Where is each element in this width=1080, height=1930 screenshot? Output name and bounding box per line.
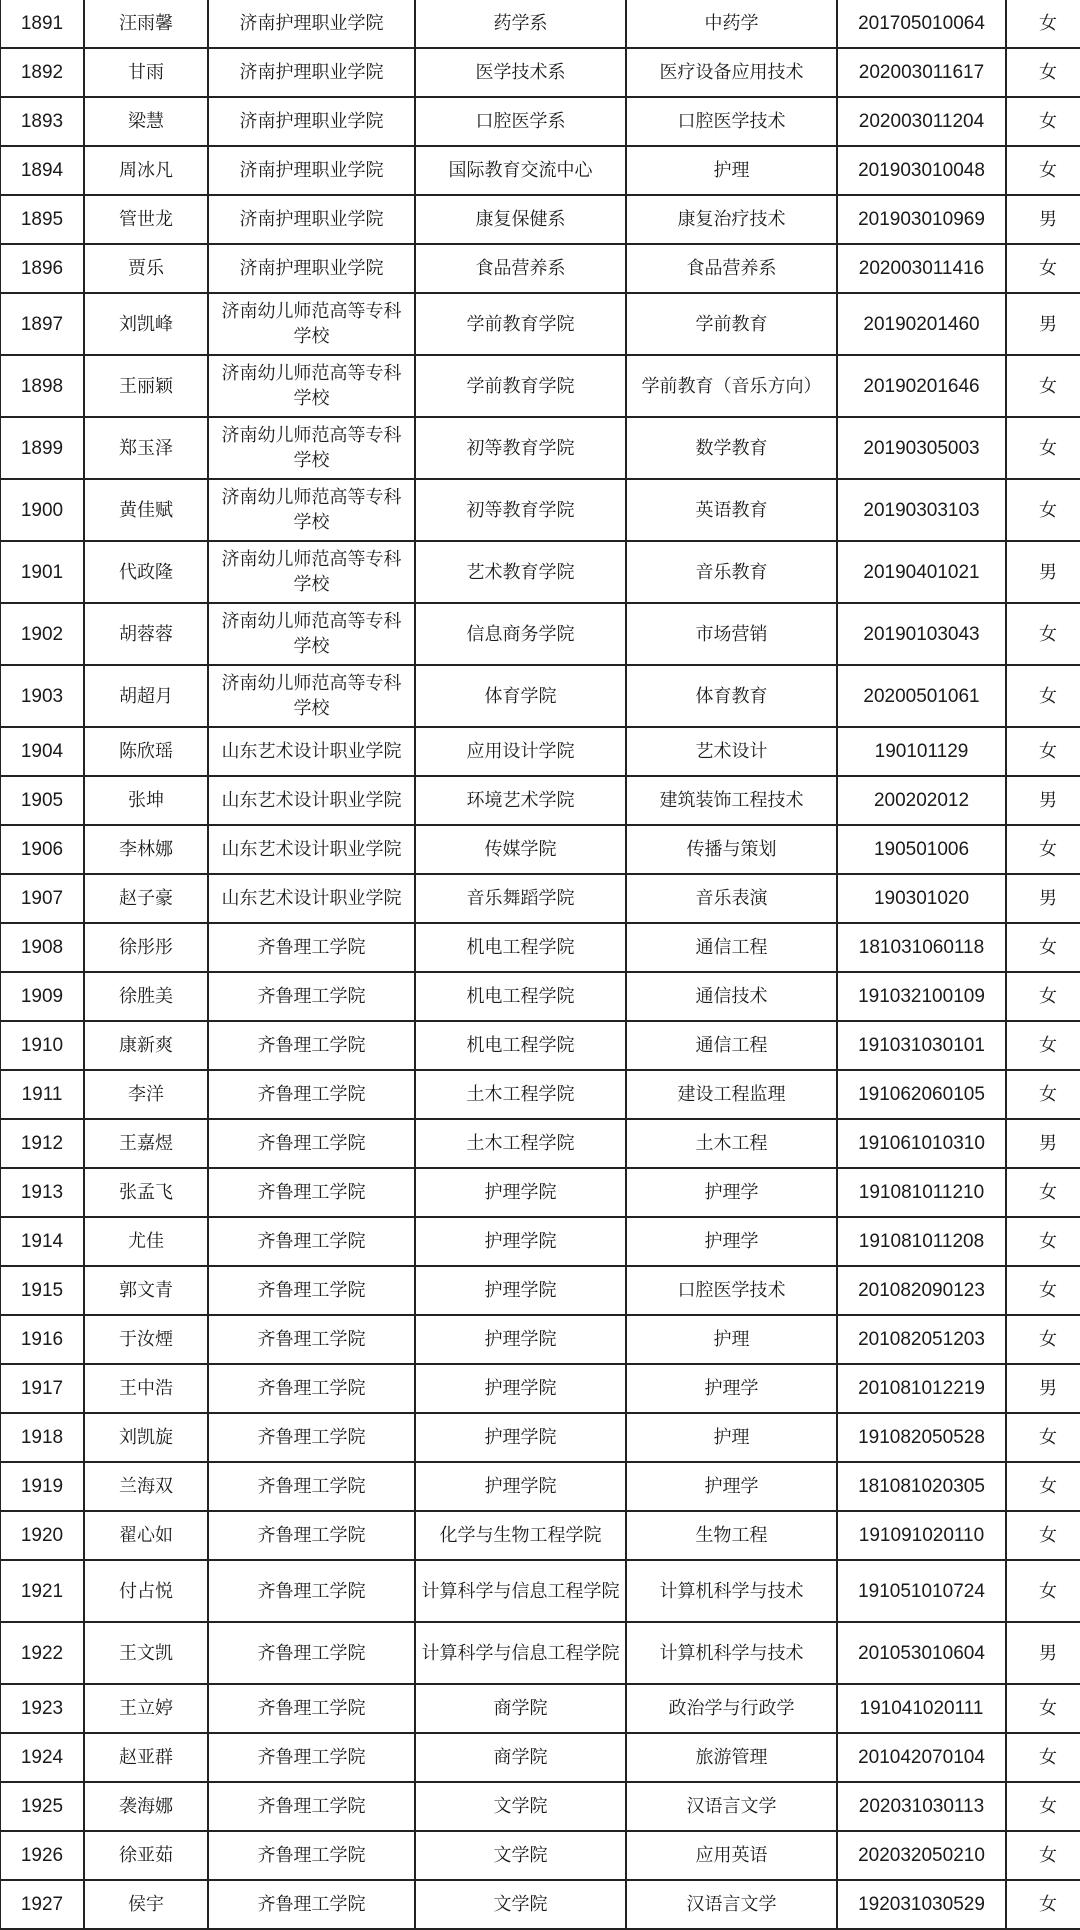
cell-student-id: 191061010310 — [837, 1119, 1006, 1168]
cell-student-name: 郭文青 — [84, 1266, 208, 1315]
cell-school: 济南护理职业学院 — [208, 97, 415, 146]
cell-student-id: 201053010604 — [837, 1622, 1006, 1684]
cell-major: 艺术设计 — [626, 727, 837, 776]
cell-student-id: 20200501061 — [837, 665, 1006, 727]
cell-student-id: 191062060105 — [837, 1070, 1006, 1119]
cell-school: 济南幼儿师范高等专科学校 — [208, 541, 415, 603]
cell-major: 传播与策划 — [626, 825, 837, 874]
cell-gender: 女 — [1006, 1315, 1080, 1364]
cell-department: 护理学院 — [415, 1315, 626, 1364]
table-row — [0, 1266, 1080, 1315]
cell-school: 齐鲁理工学院 — [208, 923, 415, 972]
cell-serial-number: 1913 — [0, 1168, 84, 1217]
cell-student-id: 191082050528 — [837, 1413, 1006, 1462]
cell-major: 护理学 — [626, 1168, 837, 1217]
cell-school: 济南幼儿师范高等专科学校 — [208, 665, 415, 727]
cell-student-name: 贾乐 — [84, 244, 208, 293]
cell-gender: 男 — [1006, 776, 1080, 825]
cell-student-name: 李洋 — [84, 1070, 208, 1119]
cell-student-id: 191091020110 — [837, 1511, 1006, 1560]
cell-department: 食品营养系 — [415, 244, 626, 293]
cell-serial-number: 1912 — [0, 1119, 84, 1168]
cell-department: 文学院 — [415, 1880, 626, 1929]
cell-student-id: 201082051203 — [837, 1315, 1006, 1364]
cell-department: 商学院 — [415, 1684, 626, 1733]
cell-gender: 女 — [1006, 923, 1080, 972]
cell-gender: 女 — [1006, 146, 1080, 195]
cell-major: 汉语言文学 — [626, 1880, 837, 1929]
cell-gender: 女 — [1006, 1021, 1080, 1070]
cell-gender: 女 — [1006, 244, 1080, 293]
cell-school: 齐鲁理工学院 — [208, 1782, 415, 1831]
cell-major: 计算机科学与技术 — [626, 1560, 837, 1622]
cell-school: 山东艺术设计职业学院 — [208, 776, 415, 825]
cell-gender: 女 — [1006, 1560, 1080, 1622]
cell-student-name: 陈欣瑶 — [84, 727, 208, 776]
cell-student-id: 202003011204 — [837, 97, 1006, 146]
cell-student-id: 191041020111 — [837, 1684, 1006, 1733]
cell-school: 齐鲁理工学院 — [208, 1217, 415, 1266]
cell-student-name: 胡超月 — [84, 665, 208, 727]
cell-serial-number: 1922 — [0, 1622, 84, 1684]
cell-department: 应用设计学院 — [415, 727, 626, 776]
cell-school: 济南幼儿师范高等专科学校 — [208, 355, 415, 417]
cell-serial-number: 1893 — [0, 97, 84, 146]
cell-department: 文学院 — [415, 1782, 626, 1831]
cell-department: 体育学院 — [415, 665, 626, 727]
table-row — [0, 48, 1080, 97]
table-row — [0, 0, 1080, 48]
table-row — [0, 665, 1080, 727]
cell-serial-number: 1892 — [0, 48, 84, 97]
cell-school: 齐鲁理工学院 — [208, 1364, 415, 1413]
table-row — [0, 825, 1080, 874]
cell-gender: 女 — [1006, 665, 1080, 727]
cell-school: 齐鲁理工学院 — [208, 1021, 415, 1070]
cell-major: 土木工程 — [626, 1119, 837, 1168]
cell-department: 药学系 — [415, 0, 626, 48]
cell-student-name: 周冰凡 — [84, 146, 208, 195]
cell-serial-number: 1894 — [0, 146, 84, 195]
cell-serial-number: 1917 — [0, 1364, 84, 1413]
table-row — [0, 97, 1080, 146]
cell-student-id: 201082090123 — [837, 1266, 1006, 1315]
cell-gender: 女 — [1006, 355, 1080, 417]
cell-major: 计算机科学与技术 — [626, 1622, 837, 1684]
table-row — [0, 195, 1080, 244]
cell-student-id: 192031030529 — [837, 1880, 1006, 1929]
cell-student-name: 兰海双 — [84, 1462, 208, 1511]
table-row — [0, 603, 1080, 665]
table-row — [0, 1315, 1080, 1364]
cell-major: 音乐教育 — [626, 541, 837, 603]
cell-school: 济南护理职业学院 — [208, 0, 415, 48]
cell-gender: 女 — [1006, 1880, 1080, 1929]
cell-department: 环境艺术学院 — [415, 776, 626, 825]
cell-school: 山东艺术设计职业学院 — [208, 874, 415, 923]
cell-department: 护理学院 — [415, 1266, 626, 1315]
cell-serial-number: 1923 — [0, 1684, 84, 1733]
cell-major: 口腔医学技术 — [626, 1266, 837, 1315]
cell-serial-number: 1909 — [0, 972, 84, 1021]
cell-gender: 女 — [1006, 1782, 1080, 1831]
cell-school: 济南幼儿师范高等专科学校 — [208, 293, 415, 355]
table-row — [0, 1511, 1080, 1560]
cell-student-id: 190301020 — [837, 874, 1006, 923]
cell-serial-number: 1915 — [0, 1266, 84, 1315]
cell-student-name: 汪雨馨 — [84, 0, 208, 48]
cell-major: 旅游管理 — [626, 1733, 837, 1782]
cell-gender: 女 — [1006, 603, 1080, 665]
cell-gender: 男 — [1006, 541, 1080, 603]
cell-major: 护理学 — [626, 1462, 837, 1511]
cell-major: 市场营销 — [626, 603, 837, 665]
cell-student-id: 202031030113 — [837, 1782, 1006, 1831]
cell-student-name: 徐亚茹 — [84, 1831, 208, 1880]
cell-department: 机电工程学院 — [415, 972, 626, 1021]
cell-department: 土木工程学院 — [415, 1119, 626, 1168]
cell-serial-number: 1910 — [0, 1021, 84, 1070]
cell-gender: 男 — [1006, 1119, 1080, 1168]
cell-school: 济南幼儿师范高等专科学校 — [208, 479, 415, 541]
cell-major: 护理 — [626, 1413, 837, 1462]
cell-serial-number: 1907 — [0, 874, 84, 923]
cell-department: 护理学院 — [415, 1217, 626, 1266]
cell-student-name: 李林娜 — [84, 825, 208, 874]
cell-gender: 女 — [1006, 417, 1080, 479]
cell-major: 中药学 — [626, 0, 837, 48]
cell-school: 齐鲁理工学院 — [208, 1511, 415, 1560]
cell-serial-number: 1924 — [0, 1733, 84, 1782]
table-row — [0, 1021, 1080, 1070]
cell-student-name: 康新爽 — [84, 1021, 208, 1070]
cell-serial-number: 1906 — [0, 825, 84, 874]
cell-school: 齐鲁理工学院 — [208, 1462, 415, 1511]
table-row — [0, 146, 1080, 195]
table-row — [0, 972, 1080, 1021]
cell-major: 学前教育 — [626, 293, 837, 355]
table-row — [0, 1684, 1080, 1733]
cell-serial-number: 1897 — [0, 293, 84, 355]
table-row — [0, 293, 1080, 355]
cell-student-name: 徐胜美 — [84, 972, 208, 1021]
cell-student-id: 191081011208 — [837, 1217, 1006, 1266]
cell-student-id: 20190303103 — [837, 479, 1006, 541]
cell-department: 护理学院 — [415, 1413, 626, 1462]
cell-gender: 女 — [1006, 1266, 1080, 1315]
cell-student-name: 张孟飞 — [84, 1168, 208, 1217]
cell-serial-number: 1899 — [0, 417, 84, 479]
cell-student-id: 201903010969 — [837, 195, 1006, 244]
table-row — [0, 1413, 1080, 1462]
cell-department: 化学与生物工程学院 — [415, 1511, 626, 1560]
cell-student-name: 刘凯旋 — [84, 1413, 208, 1462]
cell-student-name: 王中浩 — [84, 1364, 208, 1413]
cell-student-name: 徐彤彤 — [84, 923, 208, 972]
cell-school: 齐鲁理工学院 — [208, 1413, 415, 1462]
cell-school: 济南护理职业学院 — [208, 146, 415, 195]
cell-student-id: 20190103043 — [837, 603, 1006, 665]
cell-school: 齐鲁理工学院 — [208, 1119, 415, 1168]
cell-gender: 男 — [1006, 1622, 1080, 1684]
cell-gender: 女 — [1006, 727, 1080, 776]
table-row — [0, 1119, 1080, 1168]
cell-serial-number: 1898 — [0, 355, 84, 417]
table-row — [0, 1168, 1080, 1217]
cell-serial-number: 1919 — [0, 1462, 84, 1511]
cell-major: 食品营养系 — [626, 244, 837, 293]
cell-school: 齐鲁理工学院 — [208, 1684, 415, 1733]
cell-student-name: 赵子豪 — [84, 874, 208, 923]
cell-major: 英语教育 — [626, 479, 837, 541]
table-row — [0, 1070, 1080, 1119]
cell-department: 护理学院 — [415, 1462, 626, 1511]
cell-school: 山东艺术设计职业学院 — [208, 825, 415, 874]
cell-department: 康复保健系 — [415, 195, 626, 244]
cell-serial-number: 1911 — [0, 1070, 84, 1119]
cell-major: 护理 — [626, 146, 837, 195]
cell-major: 数学教育 — [626, 417, 837, 479]
cell-gender: 男 — [1006, 293, 1080, 355]
cell-gender: 女 — [1006, 0, 1080, 48]
cell-major: 体育教育 — [626, 665, 837, 727]
cell-serial-number: 1900 — [0, 479, 84, 541]
cell-serial-number: 1920 — [0, 1511, 84, 1560]
cell-school: 济南护理职业学院 — [208, 48, 415, 97]
cell-student-name: 王丽颖 — [84, 355, 208, 417]
cell-gender: 女 — [1006, 1168, 1080, 1217]
cell-student-id: 20190201460 — [837, 293, 1006, 355]
cell-major: 医疗设备应用技术 — [626, 48, 837, 97]
cell-student-name: 黄佳赋 — [84, 479, 208, 541]
table-row — [0, 776, 1080, 825]
cell-major: 护理 — [626, 1315, 837, 1364]
cell-school: 齐鲁理工学院 — [208, 1880, 415, 1929]
cell-school: 济南护理职业学院 — [208, 244, 415, 293]
cell-school: 齐鲁理工学院 — [208, 1266, 415, 1315]
cell-serial-number: 1896 — [0, 244, 84, 293]
cell-serial-number: 1902 — [0, 603, 84, 665]
cell-department: 机电工程学院 — [415, 1021, 626, 1070]
cell-major: 建筑装饰工程技术 — [626, 776, 837, 825]
cell-major: 学前教育（音乐方向） — [626, 355, 837, 417]
cell-student-id: 202003011617 — [837, 48, 1006, 97]
cell-gender: 女 — [1006, 825, 1080, 874]
table-row — [0, 479, 1080, 541]
cell-school: 山东艺术设计职业学院 — [208, 727, 415, 776]
cell-major: 通信技术 — [626, 972, 837, 1021]
cell-gender: 男 — [1006, 1364, 1080, 1413]
cell-student-id: 181081020305 — [837, 1462, 1006, 1511]
cell-student-name: 王嘉煜 — [84, 1119, 208, 1168]
cell-major: 生物工程 — [626, 1511, 837, 1560]
cell-school: 齐鲁理工学院 — [208, 1560, 415, 1622]
cell-student-id: 200202012 — [837, 776, 1006, 825]
table-row — [0, 1880, 1080, 1929]
cell-department: 计算科学与信息工程学院 — [415, 1622, 626, 1684]
cell-gender: 女 — [1006, 1831, 1080, 1880]
cell-gender: 男 — [1006, 874, 1080, 923]
cell-major: 应用英语 — [626, 1831, 837, 1880]
cell-student-id: 190101129 — [837, 727, 1006, 776]
cell-student-name: 翟心如 — [84, 1511, 208, 1560]
cell-gender: 女 — [1006, 1217, 1080, 1266]
cell-major: 政治学与行政学 — [626, 1684, 837, 1733]
cell-student-id: 181031060118 — [837, 923, 1006, 972]
table-row — [0, 1560, 1080, 1622]
table-row — [0, 1217, 1080, 1266]
cell-school: 济南幼儿师范高等专科学校 — [208, 603, 415, 665]
table-row — [0, 923, 1080, 972]
cell-student-id: 202032050210 — [837, 1831, 1006, 1880]
cell-school: 济南护理职业学院 — [208, 195, 415, 244]
cell-student-name: 袭海娜 — [84, 1782, 208, 1831]
cell-serial-number: 1925 — [0, 1782, 84, 1831]
cell-school: 齐鲁理工学院 — [208, 1831, 415, 1880]
cell-student-name: 张坤 — [84, 776, 208, 825]
cell-student-name: 侯宇 — [84, 1880, 208, 1929]
cell-gender: 女 — [1006, 1462, 1080, 1511]
table-row — [0, 541, 1080, 603]
cell-student-id: 20190401021 — [837, 541, 1006, 603]
table-row — [0, 244, 1080, 293]
cell-department: 计算科学与信息工程学院 — [415, 1560, 626, 1622]
cell-student-id: 20190305003 — [837, 417, 1006, 479]
cell-school: 齐鲁理工学院 — [208, 1622, 415, 1684]
cell-school: 齐鲁理工学院 — [208, 1168, 415, 1217]
cell-student-id: 20190201646 — [837, 355, 1006, 417]
cell-major: 通信工程 — [626, 923, 837, 972]
cell-major: 汉语言文学 — [626, 1782, 837, 1831]
cell-student-name: 尤佳 — [84, 1217, 208, 1266]
cell-student-id: 191031030101 — [837, 1021, 1006, 1070]
cell-school: 齐鲁理工学院 — [208, 972, 415, 1021]
cell-student-id: 201042070104 — [837, 1733, 1006, 1782]
table-row — [0, 1364, 1080, 1413]
cell-department: 初等教育学院 — [415, 479, 626, 541]
cell-student-id: 191051010724 — [837, 1560, 1006, 1622]
cell-serial-number: 1916 — [0, 1315, 84, 1364]
cell-student-id: 201081012219 — [837, 1364, 1006, 1413]
cell-serial-number: 1891 — [0, 0, 84, 48]
cell-serial-number: 1914 — [0, 1217, 84, 1266]
cell-student-name: 甘雨 — [84, 48, 208, 97]
cell-department: 口腔医学系 — [415, 97, 626, 146]
table-row — [0, 1733, 1080, 1782]
cell-major: 康复治疗技术 — [626, 195, 837, 244]
cell-student-name: 王文凯 — [84, 1622, 208, 1684]
cell-school: 齐鲁理工学院 — [208, 1070, 415, 1119]
table-row — [0, 874, 1080, 923]
cell-department: 医学技术系 — [415, 48, 626, 97]
cell-department: 护理学院 — [415, 1364, 626, 1413]
cell-student-name: 王立婷 — [84, 1684, 208, 1733]
cell-serial-number: 1901 — [0, 541, 84, 603]
cell-student-name: 赵亚群 — [84, 1733, 208, 1782]
cell-department: 土木工程学院 — [415, 1070, 626, 1119]
cell-school: 济南幼儿师范高等专科学校 — [208, 417, 415, 479]
cell-department: 初等教育学院 — [415, 417, 626, 479]
cell-gender: 女 — [1006, 479, 1080, 541]
cell-major: 护理学 — [626, 1364, 837, 1413]
cell-student-name: 管世龙 — [84, 195, 208, 244]
cell-gender: 女 — [1006, 972, 1080, 1021]
cell-gender: 女 — [1006, 1733, 1080, 1782]
table-row — [0, 727, 1080, 776]
cell-serial-number: 1905 — [0, 776, 84, 825]
cell-major: 口腔医学技术 — [626, 97, 837, 146]
cell-department: 机电工程学院 — [415, 923, 626, 972]
cell-student-name: 付占悦 — [84, 1560, 208, 1622]
cell-gender: 女 — [1006, 1070, 1080, 1119]
cell-serial-number: 1918 — [0, 1413, 84, 1462]
cell-department: 护理学院 — [415, 1168, 626, 1217]
cell-serial-number: 1921 — [0, 1560, 84, 1622]
cell-gender: 女 — [1006, 1684, 1080, 1733]
cell-department: 商学院 — [415, 1733, 626, 1782]
cell-department: 艺术教育学院 — [415, 541, 626, 603]
cell-major: 建设工程监理 — [626, 1070, 837, 1119]
cell-gender: 女 — [1006, 1511, 1080, 1560]
cell-student-name: 梁慧 — [84, 97, 208, 146]
cell-department: 学前教育学院 — [415, 355, 626, 417]
table-row — [0, 1462, 1080, 1511]
cell-department: 信息商务学院 — [415, 603, 626, 665]
cell-department: 音乐舞蹈学院 — [415, 874, 626, 923]
cell-student-name: 于汝煙 — [84, 1315, 208, 1364]
cell-department: 学前教育学院 — [415, 293, 626, 355]
cell-student-id: 201903010048 — [837, 146, 1006, 195]
table-row — [0, 1622, 1080, 1684]
cell-serial-number: 1927 — [0, 1880, 84, 1929]
cell-gender: 女 — [1006, 1413, 1080, 1462]
cell-serial-number: 1904 — [0, 727, 84, 776]
cell-serial-number: 1895 — [0, 195, 84, 244]
table-row — [0, 1831, 1080, 1880]
cell-serial-number: 1903 — [0, 665, 84, 727]
cell-student-id: 190501006 — [837, 825, 1006, 874]
cell-student-id: 202003011416 — [837, 244, 1006, 293]
cell-serial-number: 1926 — [0, 1831, 84, 1880]
cell-major: 音乐表演 — [626, 874, 837, 923]
cell-major: 护理学 — [626, 1217, 837, 1266]
cell-gender: 男 — [1006, 195, 1080, 244]
cell-department: 传媒学院 — [415, 825, 626, 874]
cell-student-name: 代政隆 — [84, 541, 208, 603]
table-row — [0, 417, 1080, 479]
cell-student-name: 刘凯峰 — [84, 293, 208, 355]
cell-department: 文学院 — [415, 1831, 626, 1880]
cell-student-id: 191032100109 — [837, 972, 1006, 1021]
cell-student-id: 201705010064 — [837, 0, 1006, 48]
cell-major: 通信工程 — [626, 1021, 837, 1070]
table-row — [0, 355, 1080, 417]
cell-school: 齐鲁理工学院 — [208, 1315, 415, 1364]
cell-student-name: 胡蓉蓉 — [84, 603, 208, 665]
table-row — [0, 1782, 1080, 1831]
cell-department: 国际教育交流中心 — [415, 146, 626, 195]
cell-student-name: 郑玉泽 — [84, 417, 208, 479]
cell-gender: 女 — [1006, 48, 1080, 97]
cell-gender: 女 — [1006, 97, 1080, 146]
cell-serial-number: 1908 — [0, 923, 84, 972]
cell-student-id: 191081011210 — [837, 1168, 1006, 1217]
cell-school: 齐鲁理工学院 — [208, 1733, 415, 1782]
